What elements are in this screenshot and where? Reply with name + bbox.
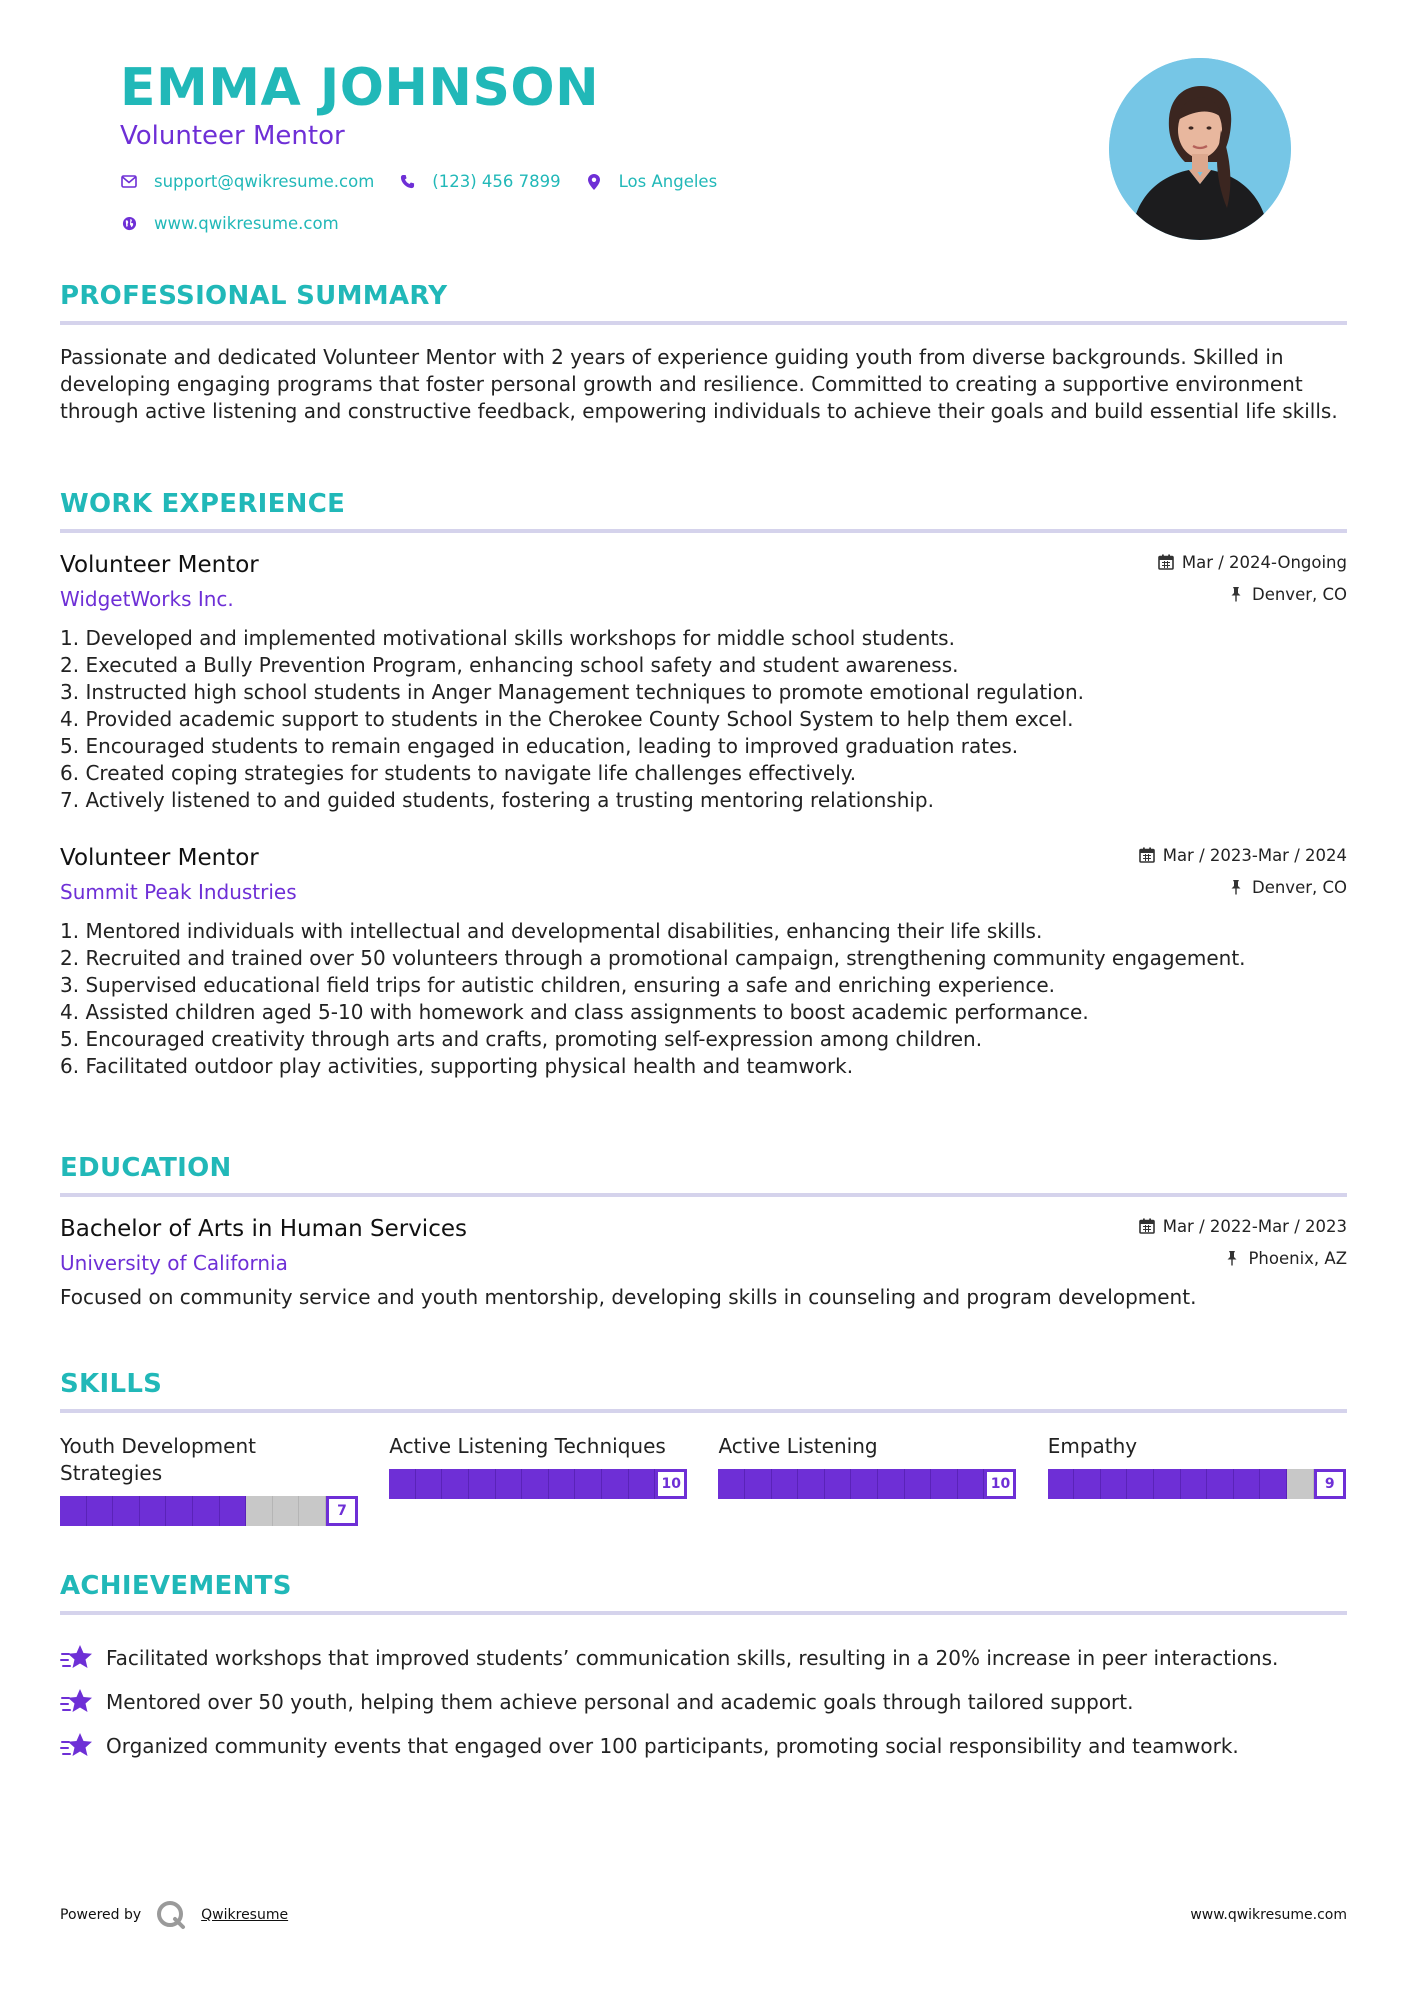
skill-segment xyxy=(1181,1469,1208,1499)
candidate-name: EMMA JOHNSON xyxy=(120,58,600,118)
experience-section xyxy=(60,488,1347,1080)
resume-header xyxy=(60,0,1347,255)
skill-name: Youth Development Strategies xyxy=(60,1434,256,1485)
list-item: 3. Supervised educational field trips for autistic children, ensuring a safe and enriching experience. xyxy=(60,973,1056,997)
contact-phone[interactable] xyxy=(398,172,560,191)
calendar-icon xyxy=(1139,1218,1155,1234)
footer-website[interactable]: www.qwikresume.com xyxy=(1190,1907,1347,1923)
skill-segment xyxy=(140,1496,167,1526)
skill-segment xyxy=(718,1469,745,1499)
job-bullets xyxy=(60,918,1347,1080)
skill-name: Active Listening Techniques xyxy=(389,1434,666,1458)
list-item: 5. Encouraged students to remain engaged in education, leading to improved graduation rates. xyxy=(60,734,1019,758)
list-item: 4. Provided academic support to students in the Cherokee County School System to help them excel. xyxy=(60,707,1074,731)
list-item xyxy=(60,1680,1347,1724)
job-location xyxy=(1158,582,1347,606)
summary-title: PROFESSIONAL SUMMARY xyxy=(60,281,448,311)
skill-segment xyxy=(1207,1469,1234,1499)
achievement-text: Organized community events that engaged over 100 participants, promoting social responsibility and teamwork. xyxy=(106,1733,1239,1758)
phone-text: (123) 456 7899 xyxy=(432,172,561,191)
list-item: 5. Encouraged creativity through arts and crafts, promoting self-expression among children. xyxy=(60,1027,983,1051)
job-dates xyxy=(1158,550,1347,574)
skill-level-badge: 10 xyxy=(984,1469,1016,1499)
skill-rating-bar xyxy=(60,1496,389,1526)
list-item: 2. Executed a Bully Prevention Program, enhancing school safety and student awareness. xyxy=(60,653,959,677)
skill-segments xyxy=(718,1469,984,1499)
job-title: Volunteer Mentor xyxy=(60,552,259,578)
page-footer xyxy=(60,1895,1347,1935)
skill-segment xyxy=(772,1469,799,1499)
pushpin-icon xyxy=(1224,1250,1240,1266)
skill-rating-bar xyxy=(718,1469,1047,1499)
star-icon xyxy=(60,1641,94,1675)
skill-segment xyxy=(798,1469,825,1499)
achievement-text: Mentored over 50 youth, helping them achieve personal and academic goals through tailored support. xyxy=(106,1689,1134,1714)
job-location-text: Denver, CO xyxy=(1251,584,1347,604)
contact-row-web xyxy=(120,214,363,233)
achievements-section xyxy=(60,1570,1347,1768)
skill-segment xyxy=(442,1469,469,1499)
skill-segments xyxy=(1048,1469,1314,1499)
skill-level-badge: 9 xyxy=(1314,1469,1346,1499)
skill-segment xyxy=(549,1469,576,1499)
achievements-list xyxy=(60,1636,1347,1768)
skill-segment xyxy=(1287,1469,1314,1499)
skill-segment xyxy=(193,1496,220,1526)
envelope-icon xyxy=(120,173,138,191)
skill-segment xyxy=(522,1469,549,1499)
skill-segment xyxy=(113,1496,140,1526)
skill-segment xyxy=(246,1496,273,1526)
skill-segment xyxy=(273,1496,300,1526)
skill-item xyxy=(1048,1433,1347,1526)
list-item: 4. Assisted children aged 5-10 with homework and class assignments to boost academic performance. xyxy=(60,1000,1089,1024)
phone-icon xyxy=(398,173,416,191)
section-divider xyxy=(60,1611,1347,1615)
job-location xyxy=(1139,875,1347,899)
skill-name: Active Listening xyxy=(718,1434,878,1458)
job-meta xyxy=(1139,843,1347,899)
skill-segment xyxy=(851,1469,878,1499)
education-dates-text: Mar / 2022-Mar / 2023 xyxy=(1162,1216,1347,1236)
list-item: 6. Facilitated outdoor play activities, supporting physical health and teamwork. xyxy=(60,1054,854,1078)
school-name: University of California xyxy=(60,1251,288,1275)
skill-segment xyxy=(166,1496,193,1526)
skills-title: SKILLS xyxy=(60,1369,163,1399)
list-item: 2. Recruited and trained over 50 volunteers through a promotional campaign, strengthening community engagement. xyxy=(60,946,1246,970)
website-text: www.qwikresume.com xyxy=(154,214,339,233)
skill-rating-bar xyxy=(1048,1469,1347,1499)
list-item: 6. Created coping strategies for students to navigate life challenges effectively. xyxy=(60,761,857,785)
contact-email[interactable] xyxy=(120,172,374,191)
summary-text: Passionate and dedicated Volunteer Mentor with 2 years of experience guiding youth from diverse backgrounds. Skilled in developing engaging programs that foster personal growth and resilience. Committed to creating a supportive environment through active listening and constructive feedback, empowering individuals to achieve their goals and build essential life skills. xyxy=(60,345,1338,423)
section-divider xyxy=(60,1193,1347,1197)
skill-segment xyxy=(1127,1469,1154,1499)
pushpin-icon xyxy=(1228,586,1244,602)
list-item xyxy=(60,1724,1347,1768)
qwikresume-logo-icon xyxy=(155,1899,187,1931)
list-item: 1. Developed and implemented motivational skills workshops for middle school students. xyxy=(60,626,955,650)
skill-segment xyxy=(825,1469,852,1499)
job-company: Summit Peak Industries xyxy=(60,880,297,904)
skills-section xyxy=(60,1368,1347,1526)
skill-segment xyxy=(1260,1469,1287,1499)
skill-segment xyxy=(629,1469,656,1499)
degree-title: Bachelor of Arts in Human Services xyxy=(60,1216,467,1242)
skill-segment xyxy=(905,1469,932,1499)
skill-segment xyxy=(299,1496,326,1526)
list-item xyxy=(60,1636,1347,1680)
skill-rating-bar xyxy=(389,1469,718,1499)
location-text: Los Angeles xyxy=(618,172,718,191)
skill-segment xyxy=(220,1496,247,1526)
list-item: 1. Mentored individuals with intellectual and developmental disabilities, enhancing their life skills. xyxy=(60,919,1043,943)
star-icon xyxy=(60,1685,94,1719)
powered-by xyxy=(60,1899,288,1931)
skill-segment xyxy=(60,1496,87,1526)
summary-section xyxy=(60,280,1347,425)
skill-segment xyxy=(602,1469,629,1499)
section-divider xyxy=(60,321,1347,325)
skill-segment xyxy=(87,1496,114,1526)
qwikresume-link[interactable]: Qwikresume xyxy=(201,1907,289,1923)
job-entry xyxy=(60,843,1347,1080)
candidate-role: Volunteer Mentor xyxy=(120,121,345,151)
skill-segment xyxy=(469,1469,496,1499)
education-dates xyxy=(1139,1214,1347,1238)
skill-segments xyxy=(389,1469,655,1499)
education-description: Focused on community service and youth mentorship, developing skills in counseling and program development. xyxy=(60,1285,1197,1309)
skill-segments xyxy=(60,1496,326,1526)
job-location-text: Denver, CO xyxy=(1251,877,1347,897)
skill-item xyxy=(718,1433,1047,1526)
skill-segment xyxy=(878,1469,905,1499)
skill-segment xyxy=(1154,1469,1181,1499)
calendar-icon xyxy=(1139,847,1155,863)
skill-segment xyxy=(745,1469,772,1499)
job-meta xyxy=(1158,550,1347,606)
job-title: Volunteer Mentor xyxy=(60,845,259,871)
skill-item xyxy=(60,1433,389,1526)
skill-segment xyxy=(931,1469,958,1499)
education-location xyxy=(1139,1246,1347,1270)
star-icon xyxy=(60,1729,94,1763)
skill-segment xyxy=(958,1469,985,1499)
skill-segment xyxy=(1101,1469,1128,1499)
list-item: 7. Actively listened to and guided students, fostering a trusting mentoring relationship. xyxy=(60,788,934,812)
skill-segment xyxy=(575,1469,602,1499)
experience-title: WORK EXPERIENCE xyxy=(60,489,346,519)
contact-location xyxy=(585,172,718,191)
section-divider xyxy=(60,529,1347,533)
contact-row xyxy=(120,172,741,191)
globe-icon xyxy=(120,215,138,233)
skill-segment xyxy=(496,1469,523,1499)
education-title: EDUCATION xyxy=(60,1153,232,1183)
skill-segment xyxy=(416,1469,443,1499)
job-dates xyxy=(1139,843,1347,867)
skill-item xyxy=(389,1433,718,1526)
calendar-icon xyxy=(1158,554,1174,570)
skill-level-badge: 7 xyxy=(326,1496,358,1526)
list-item: 3. Instructed high school students in Anger Management techniques to promote emotional regulation. xyxy=(60,680,1084,704)
education-entry xyxy=(60,1214,1347,1311)
job-company: WidgetWorks Inc. xyxy=(60,587,234,611)
powered-by-label: Powered by xyxy=(60,1907,142,1923)
skill-segment xyxy=(1074,1469,1101,1499)
section-divider xyxy=(60,1409,1347,1413)
skill-segment xyxy=(1234,1469,1261,1499)
achievement-text: Facilitated workshops that improved students’ communication skills, resulting in a 20% increase in peer interactions. xyxy=(106,1645,1279,1670)
map-pin-icon xyxy=(585,173,603,191)
education-location-text: Phoenix, AZ xyxy=(1248,1248,1347,1268)
skills-grid xyxy=(60,1433,1347,1526)
education-section xyxy=(60,1152,1347,1311)
pushpin-icon xyxy=(1228,879,1244,895)
job-bullets xyxy=(60,625,1347,814)
job-entry xyxy=(60,550,1347,814)
contact-website[interactable] xyxy=(120,214,339,233)
profile-photo xyxy=(1109,58,1291,240)
skill-level-badge: 10 xyxy=(655,1469,687,1499)
education-meta xyxy=(1139,1214,1347,1270)
skill-name: Empathy xyxy=(1047,1434,1138,1458)
email-text: support@qwikresume.com xyxy=(154,172,375,191)
achievements-title: ACHIEVEMENTS xyxy=(60,1571,292,1601)
skill-segment xyxy=(389,1469,416,1499)
job-dates-text: Mar / 2023-Mar / 2024 xyxy=(1162,845,1347,865)
skill-segment xyxy=(1048,1469,1075,1499)
job-dates-text: Mar / 2024-Ongoing xyxy=(1181,552,1347,572)
